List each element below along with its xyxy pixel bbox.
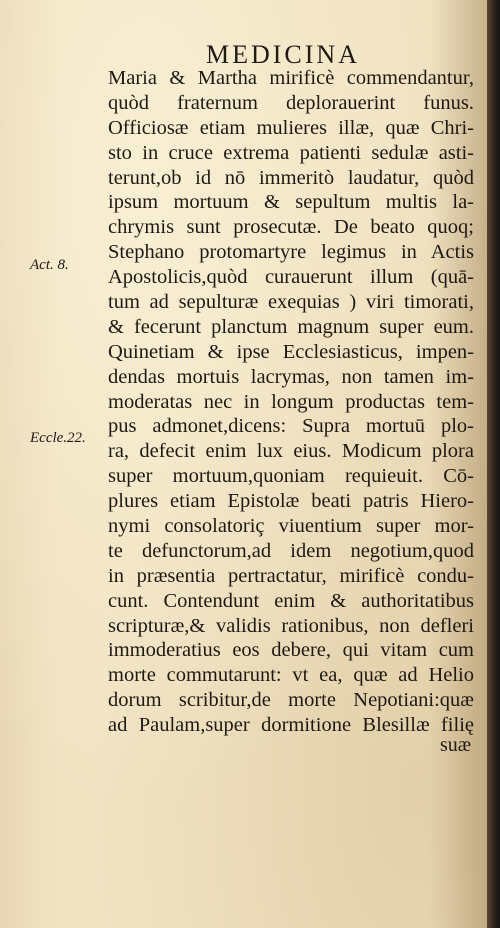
text-line: nymi consolatoriç viuentium super mor- bbox=[108, 515, 474, 538]
text-line: moderatas nec in longum productas tem- bbox=[108, 390, 474, 413]
text-line: in præsentia pertractatur, mirificè condu- bbox=[108, 564, 474, 587]
body-text bbox=[108, 66, 474, 738]
text-line: Officiosæ etiam mulieres illæ, quæ Chri- bbox=[108, 116, 474, 139]
text-line: scripturæ,& validis rationibus, non defleri bbox=[108, 614, 474, 637]
text-line: te defunctorum,ad idem negotium,quod bbox=[108, 539, 474, 562]
text-line: super mortuum,quoniam requieuit. Cō- bbox=[108, 465, 474, 488]
text-line: immoderatius eos debere, qui vitam cum bbox=[108, 639, 474, 662]
text-line: terunt,ob id nō immeritò laudatur, quòd bbox=[108, 166, 474, 189]
text-line: sto in cruce extrema patienti sedulæ asti- bbox=[108, 141, 474, 164]
margin-note-acts: Act. 8. bbox=[30, 257, 69, 273]
text-line: Maria & Martha mirificè commendantur, bbox=[108, 67, 474, 89]
text-line: Stephano protomartyre legimus in Actis bbox=[108, 241, 474, 264]
text-line: quòd fraternum deplorauerint funus. bbox=[108, 91, 474, 114]
text-line: ad Paulam,super dormitione Blesillæ filię bbox=[108, 714, 474, 737]
text-line: dendas mortuis lacrymas, non tamen im- bbox=[108, 365, 474, 388]
text-line: ipsum mortuum & sepultum multis la- bbox=[108, 191, 474, 214]
text-line: tum ad sepulturæ exequias ) viri timorati, bbox=[108, 291, 474, 314]
text-line: & fecerunt planctum magnum super eum. bbox=[108, 315, 474, 338]
text-line: ra, defecit enim lux eius. Modicum plora bbox=[108, 440, 474, 463]
text-line: plures etiam Epistolæ beati patris Hiero- bbox=[108, 490, 474, 513]
text-line: morte commutarunt: vt ea, quæ ad Helio bbox=[108, 664, 474, 687]
text-line: Apostolicis,quòd curauerunt illum (quā- bbox=[108, 266, 474, 289]
text-line: dorum scribitur,de morte Nepotiani:quæ bbox=[108, 689, 474, 712]
margin-note-ecclesiasticus: Eccle.22. bbox=[30, 430, 86, 446]
text-line: Quinetiam & ipse Ecclesiasticus, impen- bbox=[108, 340, 474, 363]
text-line: pus admonet,dicens: Supra mortuū plo- bbox=[108, 415, 474, 438]
text-line: chrymis sunt prosecutæ. De beato quoq; bbox=[108, 216, 474, 239]
text-line: cunt. Contendunt enim & authoritatibus bbox=[108, 589, 474, 612]
catchword: suæ bbox=[440, 734, 472, 756]
book-spine-edge bbox=[487, 0, 500, 928]
running-head: MEDICINA bbox=[206, 40, 360, 69]
